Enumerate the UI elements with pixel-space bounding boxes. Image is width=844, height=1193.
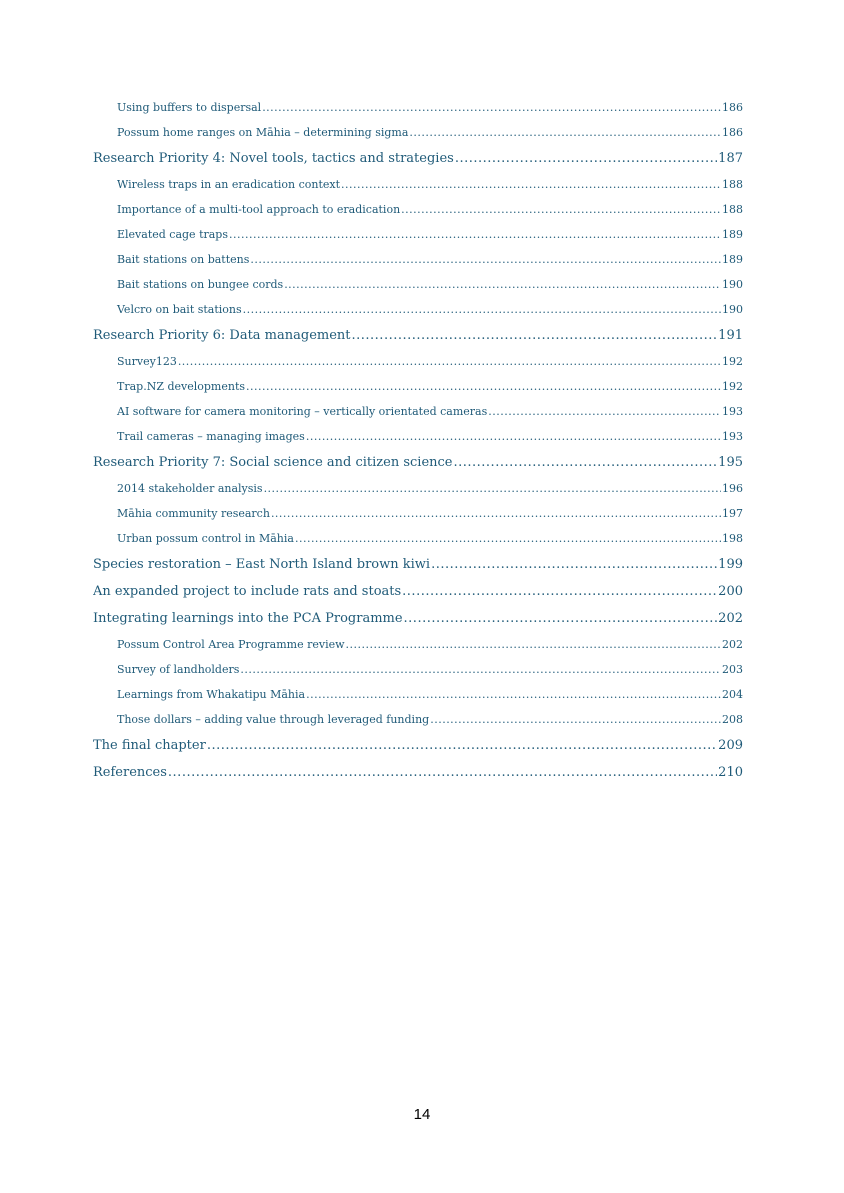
toc-subsection-entry[interactable] xyxy=(93,632,743,657)
toc-dot-leader xyxy=(454,449,718,476)
toc-entry-page-number: 208 xyxy=(722,713,743,726)
toc-dot-leader xyxy=(346,632,721,657)
toc-entry-title: Integrating learnings into the PCA Programme xyxy=(93,611,403,626)
toc-subsection-entry[interactable] xyxy=(93,272,743,297)
toc-subsection-entry[interactable] xyxy=(93,247,743,272)
toc-subsection-entry[interactable] xyxy=(93,172,743,197)
toc-entry-title: Urban possum control in Māhia xyxy=(117,532,294,545)
toc-entry-title: 2014 stakeholder analysis xyxy=(117,482,263,495)
toc-entry-page-number: 209 xyxy=(718,738,743,753)
toc-entry-page-number: 203 xyxy=(722,663,743,676)
toc-subsection-entry[interactable] xyxy=(93,424,743,449)
toc-section-entry[interactable] xyxy=(93,449,743,476)
toc-entry-page-number: 200 xyxy=(718,584,743,599)
toc-subsection-entry[interactable] xyxy=(93,476,743,501)
toc-subsection-entry[interactable] xyxy=(93,374,743,399)
toc-entry-page-number: 192 xyxy=(722,355,743,368)
toc-dot-leader xyxy=(262,95,721,120)
toc-subsection-entry[interactable] xyxy=(93,501,743,526)
toc-entry-title: Trap.NZ developments xyxy=(117,380,246,393)
toc-entry-title: Survey of landholders xyxy=(117,663,240,676)
toc-subsection-entry[interactable] xyxy=(93,349,743,374)
toc-section-entry[interactable] xyxy=(93,759,743,786)
toc-entry-title: Using buffers to dispersal xyxy=(117,101,262,114)
toc-entry-page-number: 210 xyxy=(718,765,743,780)
toc-dot-leader xyxy=(431,551,717,578)
toc-entry-title: Research Priority 7: Social science and citizen science xyxy=(93,455,453,470)
toc-dot-leader xyxy=(243,297,721,322)
toc-dot-leader xyxy=(229,222,721,247)
toc-subsection-entry[interactable] xyxy=(93,526,743,551)
toc-subsection-entry[interactable] xyxy=(93,120,743,145)
toc-dot-leader xyxy=(306,682,721,707)
toc-entry-page-number: 187 xyxy=(718,151,743,166)
toc-entry-page-number: 202 xyxy=(718,611,743,626)
toc-dot-leader xyxy=(178,349,721,374)
toc-entry-title: Learnings from Whakatipu Māhia xyxy=(117,688,306,701)
toc-entry-page-number: 204 xyxy=(722,688,743,701)
toc-entry-title: AI software for camera monitoring – vertically orientated cameras xyxy=(117,405,488,418)
toc-section-entry[interactable] xyxy=(93,578,743,605)
toc-entry-title: Wireless traps in an eradication context xyxy=(117,178,341,191)
toc-section-entry[interactable] xyxy=(93,145,743,172)
toc-entry-title: Elevated cage traps xyxy=(117,228,228,241)
toc-dot-leader xyxy=(352,322,718,349)
toc-section-entry[interactable] xyxy=(93,605,743,632)
toc-entry-page-number: 199 xyxy=(718,557,743,572)
table-of-contents xyxy=(93,95,743,786)
toc-dot-leader xyxy=(264,476,721,501)
toc-entry-title: Those dollars – adding value through leveraged funding xyxy=(117,713,430,726)
toc-entry-title: Survey123 xyxy=(117,355,177,368)
toc-dot-leader xyxy=(455,145,717,172)
toc-entry-title: Velcro on bait stations xyxy=(117,303,242,316)
toc-entry-title: Possum home ranges on Māhia – determining sigma xyxy=(117,126,409,139)
toc-entry-title: An expanded project to include rats and stoats xyxy=(93,584,402,599)
toc-section-entry[interactable] xyxy=(93,732,743,759)
toc-entry-page-number: 186 xyxy=(722,126,743,139)
toc-entry-page-number: 195 xyxy=(718,455,743,470)
toc-dot-leader xyxy=(207,732,717,759)
toc-dot-leader xyxy=(250,247,721,272)
toc-dot-leader xyxy=(401,197,721,222)
toc-entry-title: Research Priority 6: Data management xyxy=(93,328,351,343)
toc-entry-page-number: 202 xyxy=(722,638,743,651)
toc-entry-title: Trail cameras – managing images xyxy=(117,430,305,443)
toc-entry-page-number: 193 xyxy=(722,405,743,418)
toc-subsection-entry[interactable] xyxy=(93,657,743,682)
toc-subsection-entry[interactable] xyxy=(93,399,743,424)
page-number: 14 xyxy=(413,1106,431,1123)
toc-dot-leader xyxy=(430,707,721,732)
toc-entry-page-number: 191 xyxy=(718,328,743,343)
toc-subsection-entry[interactable] xyxy=(93,297,743,322)
toc-section-entry[interactable] xyxy=(93,322,743,349)
toc-dot-leader xyxy=(488,399,721,424)
toc-entry-title: Māhia community research xyxy=(117,507,270,520)
toc-entry-page-number: 192 xyxy=(722,380,743,393)
toc-entry-title: Research Priority 4: Novel tools, tactics and strategies xyxy=(93,151,454,166)
toc-entry-title: The final chapter xyxy=(93,738,206,753)
toc-entry-page-number: 186 xyxy=(722,101,743,114)
toc-dot-leader xyxy=(168,759,717,786)
toc-entry-page-number: 188 xyxy=(722,203,743,216)
toc-subsection-entry[interactable] xyxy=(93,707,743,732)
toc-subsection-entry[interactable] xyxy=(93,222,743,247)
toc-dot-leader xyxy=(306,424,721,449)
toc-entry-title: Possum Control Area Programme review xyxy=(117,638,345,651)
toc-entry-title: References xyxy=(93,765,167,780)
toc-subsection-entry[interactable] xyxy=(93,95,743,120)
toc-entry-page-number: 189 xyxy=(722,228,743,241)
toc-entry-page-number: 196 xyxy=(722,482,743,495)
toc-dot-leader xyxy=(295,526,721,551)
toc-entry-title: Importance of a multi-tool approach to eradication xyxy=(117,203,401,216)
toc-entry-title: Species restoration – East North Island brown kiwi xyxy=(93,557,431,572)
toc-entry-page-number: 189 xyxy=(722,253,743,266)
toc-subsection-entry[interactable] xyxy=(93,682,743,707)
toc-dot-leader xyxy=(404,605,718,632)
toc-entry-title: Bait stations on battens xyxy=(117,253,250,266)
toc-subsection-entry[interactable] xyxy=(93,197,743,222)
toc-dot-leader xyxy=(240,657,721,682)
toc-entry-page-number: 197 xyxy=(722,507,743,520)
toc-dot-leader xyxy=(284,272,721,297)
toc-entry-title: Bait stations on bungee cords xyxy=(117,278,284,291)
toc-section-entry[interactable] xyxy=(93,551,743,578)
toc-entry-page-number: 190 xyxy=(722,278,743,291)
toc-entry-page-number: 190 xyxy=(722,303,743,316)
toc-dot-leader xyxy=(341,172,721,197)
toc-dot-leader xyxy=(271,501,721,526)
toc-dot-leader xyxy=(409,120,721,145)
toc-entry-page-number: 188 xyxy=(722,178,743,191)
toc-dot-leader xyxy=(246,374,721,399)
toc-entry-page-number: 193 xyxy=(722,430,743,443)
toc-dot-leader xyxy=(402,578,717,605)
toc-entry-page-number: 198 xyxy=(722,532,743,545)
